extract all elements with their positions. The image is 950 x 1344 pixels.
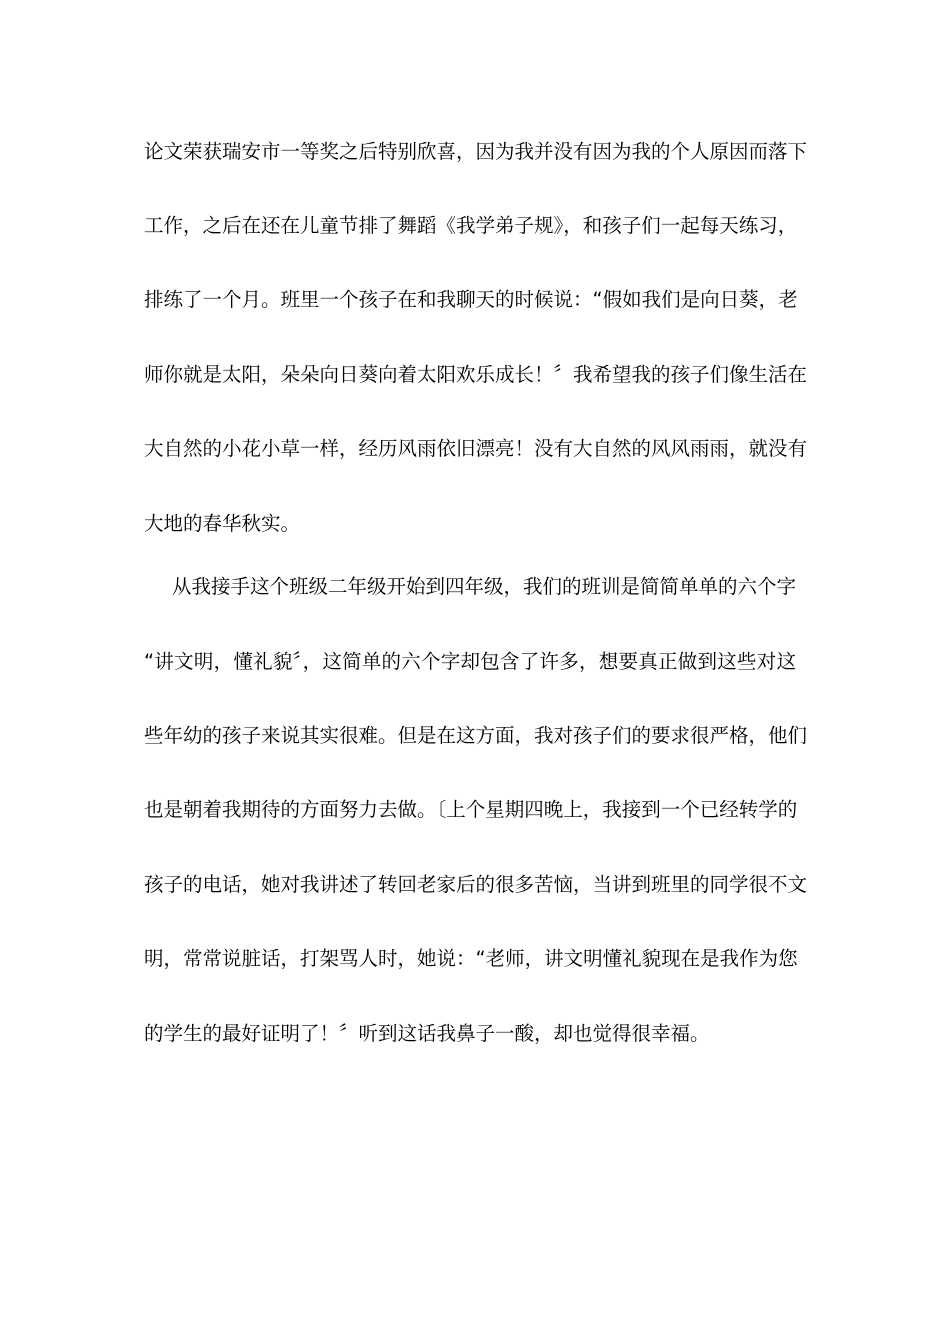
text-line: 排练了一个月。班里一个孩子在和我聊天的时候说：“假如我们是向日葵，老 — [144, 288, 798, 311]
text-line: “讲文明，懂礼貌〞，这简单的六个字却包含了许多，想要真正做到这些对这 — [144, 650, 796, 673]
text-line: 的学生的最好证明了！〞听到这话我鼻子一酸，却也觉得很幸福。 — [144, 1022, 710, 1045]
text-line: 工作，之后在还在儿童节排了舞蹈《我学弟子规》，和孩子们一起每天练习， — [144, 214, 798, 237]
text-line: 明，常常说脏话，打架骂人时，她说：“老师，讲文明懂礼貌现在是我作为您 — [144, 947, 798, 970]
text-line: 些年幼的孩子来说其实很难。但是在这方面，我对孩子们的要求很严格，他们 — [144, 724, 808, 747]
text-line: 也是朝着我期待的方面努力去做。〔上个星期四晚上，我接到一个已经转学的 — [144, 798, 798, 821]
text-line: 大地的春华秋实。 — [144, 512, 301, 535]
text-line: 师你就是太阳，朵朵向日葵向着太阳欢乐成长！〞我希望我的孩子们像生活在 — [144, 363, 808, 386]
text-line: 大自然的小花小草一样，经历风雨依旧漂亮！没有大自然的风风雨雨，就没有 — [144, 437, 808, 460]
text-line: 论文荣获瑞安市一等奖之后特别欣喜，因为我并没有因为我的个人原因而落下 — [144, 140, 808, 163]
text-line: 从我接手这个班级二年级开始到四年级，我们的班训是简简单单的六个字 — [172, 575, 797, 598]
text-line: 孩子的电话，她对我讲述了转回老家后的很多苦恼，当讲到班里的同学很不文 — [144, 873, 808, 896]
